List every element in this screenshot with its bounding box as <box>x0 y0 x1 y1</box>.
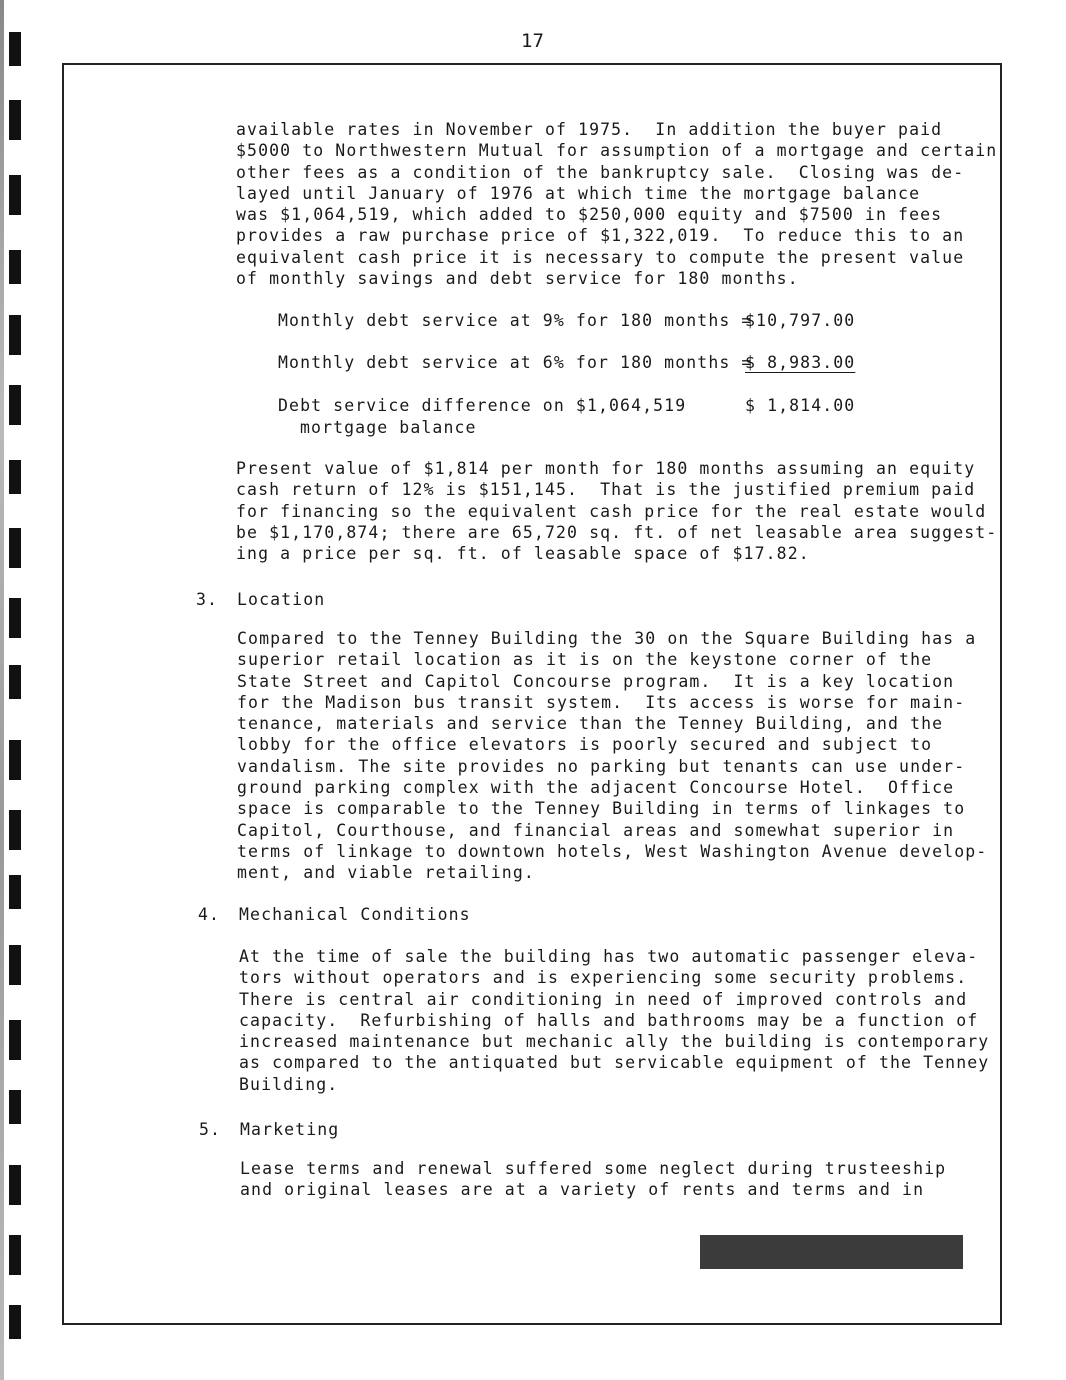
intro-paragraph: available rates in November of 1975. In addition the buyer paid $5000 to Northwestern Mutual for assumption of a mortgage and certain other fees as a condition of the bankruptcy sale. Closing was de- layed until January of 1976 at which time the mortgage balance was $1,064,519, which added to $250,000 equity and $7500 in fees provides a raw purchase price of $1,322,019. To reduce this to an equivalent cash price it is necessary to compute the present value of monthly savings and debt service for 180 months. <box>236 120 998 289</box>
scan-left-edge <box>0 0 4 1380</box>
section-number-location: 3. <box>196 590 219 609</box>
binder-mark <box>9 250 21 284</box>
page-number: 17 <box>521 30 544 52</box>
section-title-mechanical: Mechanical Conditions <box>239 905 471 924</box>
binder-mark <box>9 598 21 638</box>
binder-mark <box>9 1090 21 1124</box>
present-value-paragraph: Present value of $1,814 per month for 180 months assuming an equity cash return of 12% is $151,145. That is the justified premium paid for financing so the equivalent cash price for the real estate would be $1,170,874; there are 65,720 sq. ft. of net leasable area suggest- ing a price per sq. ft. of leasable space of $17.82. <box>236 459 998 564</box>
binder-mark <box>9 665 21 699</box>
section-title-location: Location <box>237 590 326 609</box>
debt-service-9pct-label: Monthly debt service at 9% for 180 months = <box>278 311 753 330</box>
section-number-mechanical: 4. <box>198 905 221 924</box>
section-body-location: Compared to the Tenney Building the 30 on the Square Building has a superior retail location as it is on the keystone corner of the State Street and Capitol Concourse program. It is a key location for the Madison bus transit system. Its access is worse for main- tenance, materials and service than the Tenney Building, and the lobby for the office elevators is poorly secured and subject to vandalism. The site provides no parking but tenants can use under- ground parking complex with the adjacent Concourse Hotel. Office space is comparable to the Tenney Building in terms of linkages to Capitol, Courthouse, and financial areas and somewhat superior in terms of linkage to downtown hotels, West Washington Avenue develop- ment, and viable retailing. <box>237 629 988 883</box>
binder-mark <box>9 1165 21 1205</box>
binder-mark <box>9 945 21 985</box>
debt-service-6pct-label: Monthly debt service at 6% for 180 months = <box>278 353 753 372</box>
binder-mark <box>9 1235 21 1275</box>
binder-mark <box>9 1020 21 1060</box>
binder-mark <box>9 315 21 355</box>
section-title-marketing: Marketing <box>240 1120 340 1139</box>
binder-mark <box>9 100 21 140</box>
binder-mark <box>9 810 21 850</box>
binder-mark <box>9 460 21 494</box>
debt-service-6pct-amount: $ 8,983.00 <box>745 353 856 372</box>
binder-mark <box>9 32 21 66</box>
binder-mark <box>9 1305 21 1339</box>
redacted-stamp <box>700 1235 963 1269</box>
debt-service-9pct-amount: $10,797.00 <box>745 311 856 330</box>
binder-mark <box>9 528 21 568</box>
debt-service-difference-label: Debt service difference on $1,064,519 <box>278 396 687 415</box>
debt-service-difference-sublabel: mortgage balance <box>300 418 477 437</box>
binder-mark <box>9 740 21 780</box>
debt-service-difference-amount: $ 1,814.00 <box>745 396 856 415</box>
section-number-marketing: 5. <box>199 1120 222 1139</box>
section-body-mechanical: At the time of sale the building has two automatic passenger eleva- tors without operators and is experiencing some security problems. There is central air conditioning in need of improved controls and capacity. Refurbishing of halls and bathrooms may be a function of increased maintenance but mechanic ally the building is contemporary as compared to the antiquated but servicable equipment of the Tenney Building. <box>239 947 990 1094</box>
binder-mark <box>9 175 21 215</box>
section-body-marketing: Lease terms and renewal suffered some neglect during trusteeship and original leases are at a variety of rents and terms and in <box>240 1159 947 1200</box>
binder-mark <box>9 385 21 425</box>
binder-marks <box>9 0 23 1380</box>
binder-mark <box>9 875 21 909</box>
